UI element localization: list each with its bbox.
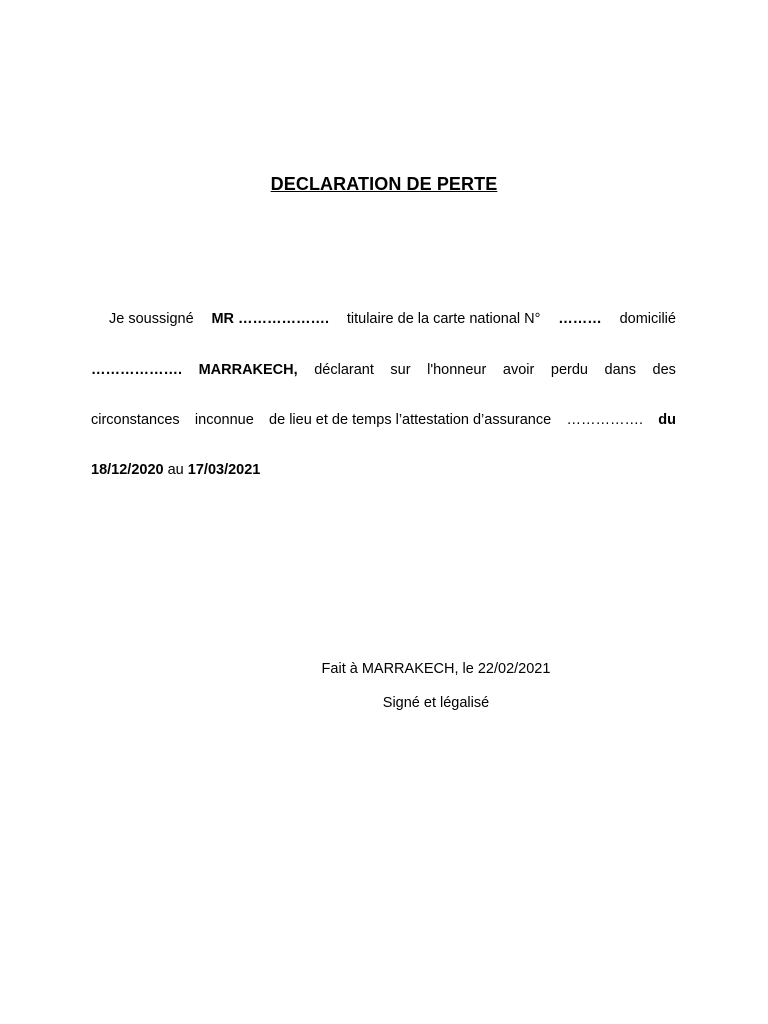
- mr-field: [211, 309, 329, 329]
- au-text: au: [167, 462, 184, 478]
- word: inconnue: [194, 412, 254, 428]
- from-date: 18/12/2020: [91, 462, 164, 478]
- insurance-dots: …………….: [566, 412, 643, 428]
- attestation-text: de lieu et de temps l’attestation d’assurance: [269, 412, 552, 428]
- mr-dots: ……………….: [238, 311, 330, 327]
- signature-note: Signé et légalisé: [382, 695, 490, 711]
- word: des: [652, 362, 676, 378]
- place-date: Fait à MARRAKECH, le 22/02/2021: [321, 661, 551, 677]
- body-line-1: [91, 309, 676, 329]
- to-date: 17/03/2021: [187, 462, 261, 478]
- word: avoir: [502, 362, 535, 378]
- domicile-text: domicilié: [619, 311, 676, 327]
- word: perdu: [550, 362, 588, 378]
- body-line-3: [91, 410, 676, 430]
- document-title: DECLARATION DE PERTE: [270, 174, 498, 194]
- mr-label: MR: [211, 311, 234, 327]
- body-line-2: [91, 360, 676, 380]
- word: déclarant: [314, 362, 374, 378]
- du-text: du: [658, 412, 676, 428]
- word: sur: [390, 362, 411, 378]
- address-dots: ……………….: [91, 362, 183, 378]
- city-text: MARRAKECH,: [198, 362, 298, 378]
- body-line-4: [91, 460, 676, 480]
- word: dans: [604, 362, 636, 378]
- word: l'honneur: [427, 362, 487, 378]
- carte-text: titulaire de la carte national N°: [346, 311, 541, 327]
- carte-dots: ………: [558, 311, 602, 327]
- intro-text: Je soussigné: [109, 311, 194, 327]
- word: circonstances: [91, 412, 180, 428]
